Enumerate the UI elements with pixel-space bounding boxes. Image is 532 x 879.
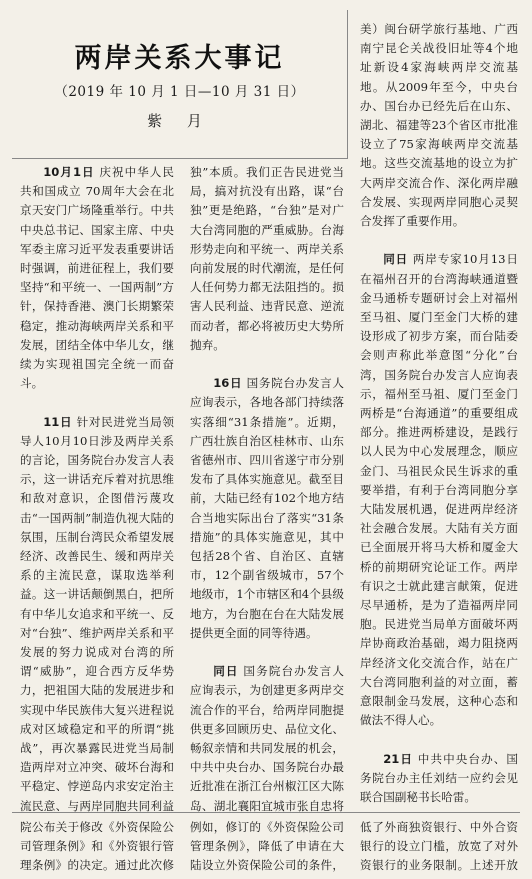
entry-text: 国务院台办发言人应询表示，为创建更多两岸交流合作的平台，给两岸同胞提供更多回顾历史、品位文化、畅叙亲情和共同发展的机会，中共中央台办、国务院台办最近批准在浙江台州椒江区大陈岛、湖北襄阳宜城市张自忠将: [190, 664, 344, 813]
bottom-column-3: [360, 818, 518, 876]
entry-text: 美）闽台研学旅行基地、广西南宁昆仑关战役旧址等4个地址新设4家海峡两岸交流基地。从2009年至今，中央台办、国台办已经先后在山东、湖北、福建等23个省区市批准设立了75家海峡两岸交流基地。这些交流基地的设立为扩大两岸交流合作、深化两岸融合发展、实现两岸同胞心灵契合发挥了重要作用。: [360, 22, 518, 229]
paragraph-same-day: [190, 662, 344, 813]
title-box: [12, 10, 348, 159]
text-column-3: [360, 20, 518, 813]
entry-date: 10月1日: [43, 165, 95, 179]
entry-text: 两岸专家10月13日在福州召开的台湾海峡通道暨金马通桥专题研讨会上对福州至马祖、厦门至金门大桥的建设形成了初步方案，而台陆委会则声称此举意图“分化”台湾，国务院台办发言人应询表示，福州至马祖、厦门至金门两桥是“台海通道”的重要组成部分。推进两桥建设，是践行以人民为中心发展理念，顺应金门、马祖民众民生诉求的重要举措，有利于台湾同胞分享大陆发展机遇，促进两岸经济社会融合发展。大陆有关方面已全面展开将马大桥和厦金大桥的前期研究论证工作。两岸有识之士就此建言献策，促进尽早通桥，是为了造福两岸同胞。民进党当局单方面破坏两岸协商政治基础，竭力阻挠两岸经济文化交流合作，站在广大台湾同胞利益的对立面，蓄意限制金马发展，这种心态和做法不得人心。: [360, 252, 518, 728]
entry-text: 中共中央台办、国务院台办主任刘结一应约会见联合国副秘书长哈雷。: [360, 751, 518, 805]
entry-date: 21日: [383, 751, 414, 766]
paragraph-oct-21: [360, 750, 518, 808]
paragraph-continued: [20, 818, 174, 876]
paragraph-continued: [190, 818, 344, 876]
entry-text: 国务院台办发言人应询表示，各地各部门持续落实落细“31条措施”。近期，广西壮族自治区桂林市、山东省德州市、四川省遂宁市分别发布了具体实施意见。截至目前，大陆已经有102个地方结合当地实际出台了落实“31条措施”的具体实施意见，其中包括28个省、自治区、直辖市，12个副省级城市，57个地级市，1个市辖区和4个县级地方，为台胞在台在大陆发展提供更全面的同等待遇。: [190, 376, 344, 640]
article-title: 两岸关系大事记: [74, 43, 285, 74]
bottom-column-1: [20, 818, 174, 876]
article-date-range: （2019 年 10 月 1 日—10 月 31 日）: [54, 84, 305, 100]
section-divider: [12, 812, 520, 813]
entry-text: 院公布关于修改《外资保险公司管理条例》和《外资银行管理条例》的决定。通过此次修: [20, 820, 174, 873]
entry-date: 11日: [43, 414, 73, 429]
paragraph-continued: [360, 818, 518, 876]
bottom-column-2: [190, 818, 344, 876]
text-column-2: [190, 163, 344, 813]
paragraph-oct-1: [20, 163, 174, 393]
entry-date: 同日: [383, 252, 409, 267]
entry-text: 例如，修订的《外资保险公司管理条例》，降低了申请在大陆设立外资保险公司的条件，: [190, 820, 344, 873]
paragraph-oct-11: [20, 413, 174, 813]
entry-text: 低了外商独资银行、中外合资银行的设立门槛，放宽了对外资银行的业务限制。上述开放: [360, 820, 518, 873]
entry-date: 同日: [213, 664, 239, 679]
entry-text: 针对民进党当局领导人10月10日涉及两岸关系的言论，国务院台办发言人表示，这一讲话充斥着对抗思维和敌对意识，企图借污蔑攻击“一国两制”制造仇视大陆的氛围，压制台湾民众希望发展经济、改善民生、缓和两岸关系的主流民意，谋取选举利益。这一讲话颠倒黑白，把所有中华儿女追求和平统一、反对“台独”、维护两岸关系和平发展的努力说成对台湾的所谓“威胁”，迎合西方反华势力，把祖国大陆的发展进步和实现中华民族伟大复兴进程说成对区域稳定和平的所谓“挑战”，再次暴露民进党当局制造两岸对立冲突、破坏台海和平稳定、悖逆岛内求安定治主流民意、与两岸同胞共同利益: [20, 414, 174, 813]
paragraph-continued: [360, 20, 518, 231]
entry-date: 16日: [213, 376, 243, 391]
paragraph-oct-16: [190, 374, 344, 643]
entry-text: 庆祝中华人民共和国成立 70周年大会在北京天安门广场隆重举行。中共中央总书记、国家主席、中央军委主席习近平发表重要讲话时强调，前进征程上，我们要坚持“和平统一、一国两制”方针，保持香港、澳门长期繁荣稳定，推动海峡两岸关系和平发展，团结全体中华儿女，继续为实现祖国完全统一而奋斗。: [20, 165, 174, 391]
paragraph-same-day: [360, 250, 518, 730]
entry-text: 独”本质。我们正告民进党当局，搞对抗没有出路，谋“台独”更是绝路，“台独”是对广大台湾同胞的严重威胁。台海形势走向和平统一、两岸关系向前发展的时代潮流，是任何人任何势力都无法阻挡的。损害人民利益、违背民意、逆流而动者，都必将被历史大势所抛弃。: [190, 165, 344, 352]
article-author: 紫 月: [147, 112, 212, 130]
paragraph-continued: [190, 163, 344, 355]
text-column-1: [20, 163, 174, 813]
